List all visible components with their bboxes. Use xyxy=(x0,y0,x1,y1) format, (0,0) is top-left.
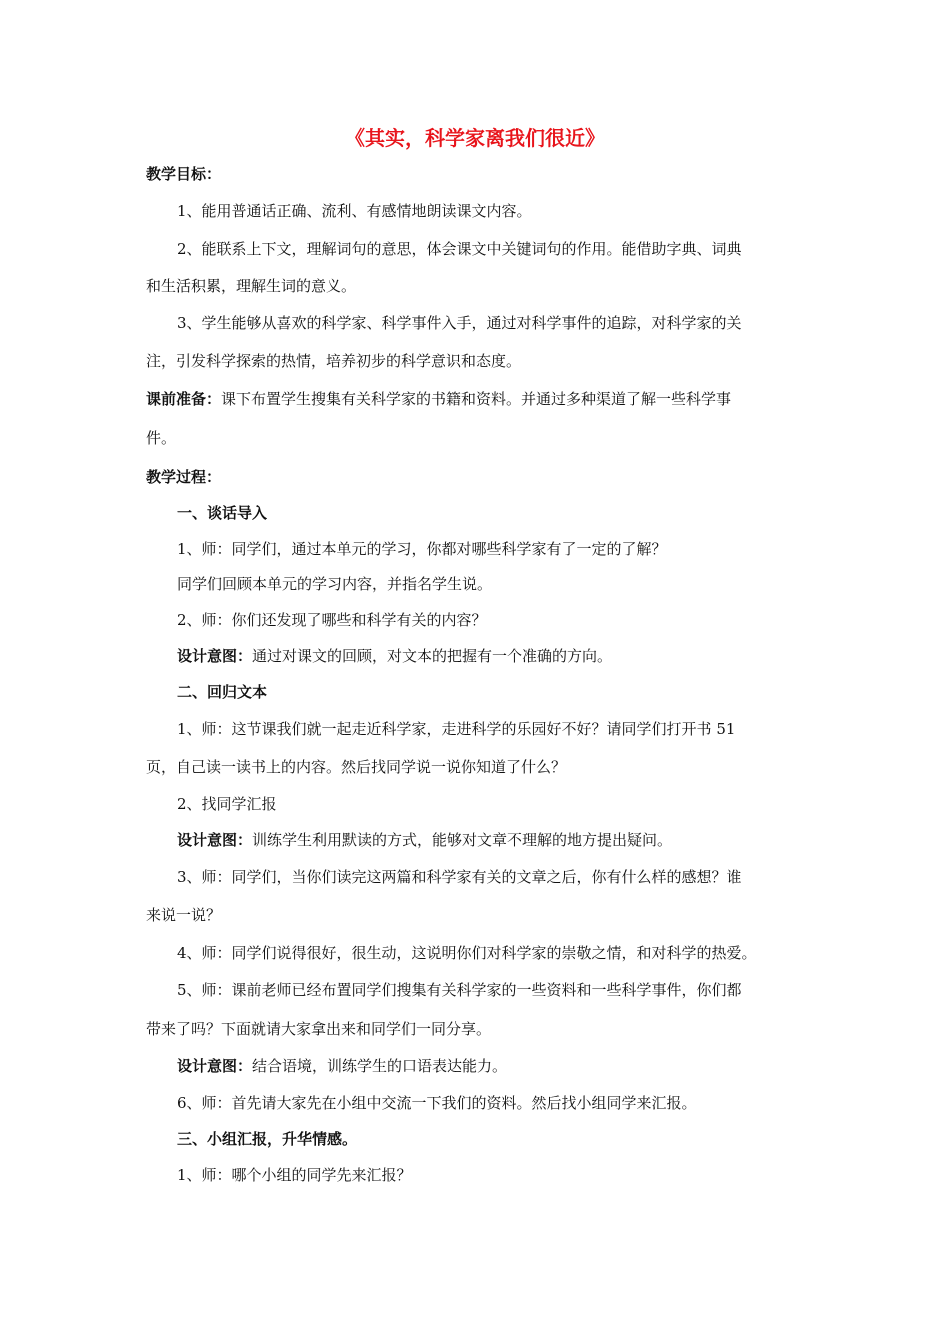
paragraph-line: 6、师：首先请大家先在小组中交流一下我们的资料。然后找小组同学来汇报。 xyxy=(177,1094,697,1112)
design-intent-label: 设计意图： xyxy=(177,1057,253,1075)
objective-item: 注，引发科学探索的热情，培养初步的科学意识和态度。 xyxy=(146,352,522,370)
design-intent xyxy=(177,829,672,851)
prep-text-continued: 件。 xyxy=(146,429,177,447)
paragraph-line: 3、师：同学们，当你们读完这两篇和科学家有关的文章之后，你有什么样的感想？谁 xyxy=(177,868,742,886)
design-intent xyxy=(177,1055,507,1077)
design-intent-label: 设计意图： xyxy=(177,831,253,849)
design-intent xyxy=(177,645,612,667)
process-heading: 教学过程： xyxy=(146,468,222,486)
paragraph-line: 带来了吗？下面就请大家拿出来和同学们一同分享。 xyxy=(146,1020,492,1038)
paragraph-line: 1、师：这节课我们就一起走近科学家，走进科学的乐园好不好？请同学们打开书 51 xyxy=(177,720,736,738)
paragraph-line: 1、师：哪个小组的同学先来汇报？ xyxy=(177,1166,412,1184)
prep-text: 课下布置学生搜集有关科学家的书籍和资料。并通过多种渠道了解一些科学事 xyxy=(221,390,732,408)
paragraph-line: 同学们回顾本单元的学习内容，并指名学生说。 xyxy=(177,575,493,593)
section-heading: 二、回归文本 xyxy=(177,683,268,701)
paragraph-line: 2、找同学汇报 xyxy=(177,795,277,813)
design-intent-text: 训练学生利用默读的方式，能够对文章不理解的地方提出疑问。 xyxy=(252,831,673,849)
paragraph-line: 来说一说？ xyxy=(146,906,222,924)
design-intent-text: 结合语境，训练学生的口语表达能力。 xyxy=(252,1057,508,1075)
design-intent-label: 设计意图： xyxy=(177,647,253,665)
prep-label: 课前准备： xyxy=(146,390,222,408)
section-heading: 一、谈话导入 xyxy=(177,504,268,522)
paragraph-line: 页，自己读一读书上的内容。然后找同学说一说你知道了什么？ xyxy=(146,758,567,776)
objective-item: 2、能联系上下文，理解词句的意思，体会课文中关键词句的作用。能借助字典、词典 xyxy=(177,240,742,258)
design-intent-text: 通过对课文的回顾，对文本的把握有一个准确的方向。 xyxy=(252,647,613,665)
objectives-heading: 教学目标： xyxy=(146,165,222,183)
objective-item: 1、能用普通话正确、流利、有感情地朗读课文内容。 xyxy=(177,202,532,220)
prep-paragraph xyxy=(146,388,731,410)
document-title: 《其实，科学家离我们很近》 xyxy=(345,126,605,150)
paragraph-line: 2、师：你们还发现了哪些和科学有关的内容？ xyxy=(177,611,487,629)
section-heading: 三、小组汇报，升华情感。 xyxy=(177,1130,358,1148)
objective-item: 3、学生能够从喜欢的科学家、科学事件入手，通过对科学事件的追踪，对科学家的关 xyxy=(177,314,742,332)
paragraph-line: 4、师：同学们说得很好，很生动，这说明你们对科学家的崇敬之情，和对科学的热爱。 xyxy=(177,944,757,962)
paragraph-line: 1、师：同学们，通过本单元的学习，你都对哪些科学家有了一定的了解？ xyxy=(177,540,667,558)
paragraph-line: 5、师：课前老师已经布置同学们搜集有关科学家的一些资料和一些科学事件，你们都 xyxy=(177,981,742,999)
objective-item: 和生活积累，理解生词的意义。 xyxy=(146,277,357,295)
